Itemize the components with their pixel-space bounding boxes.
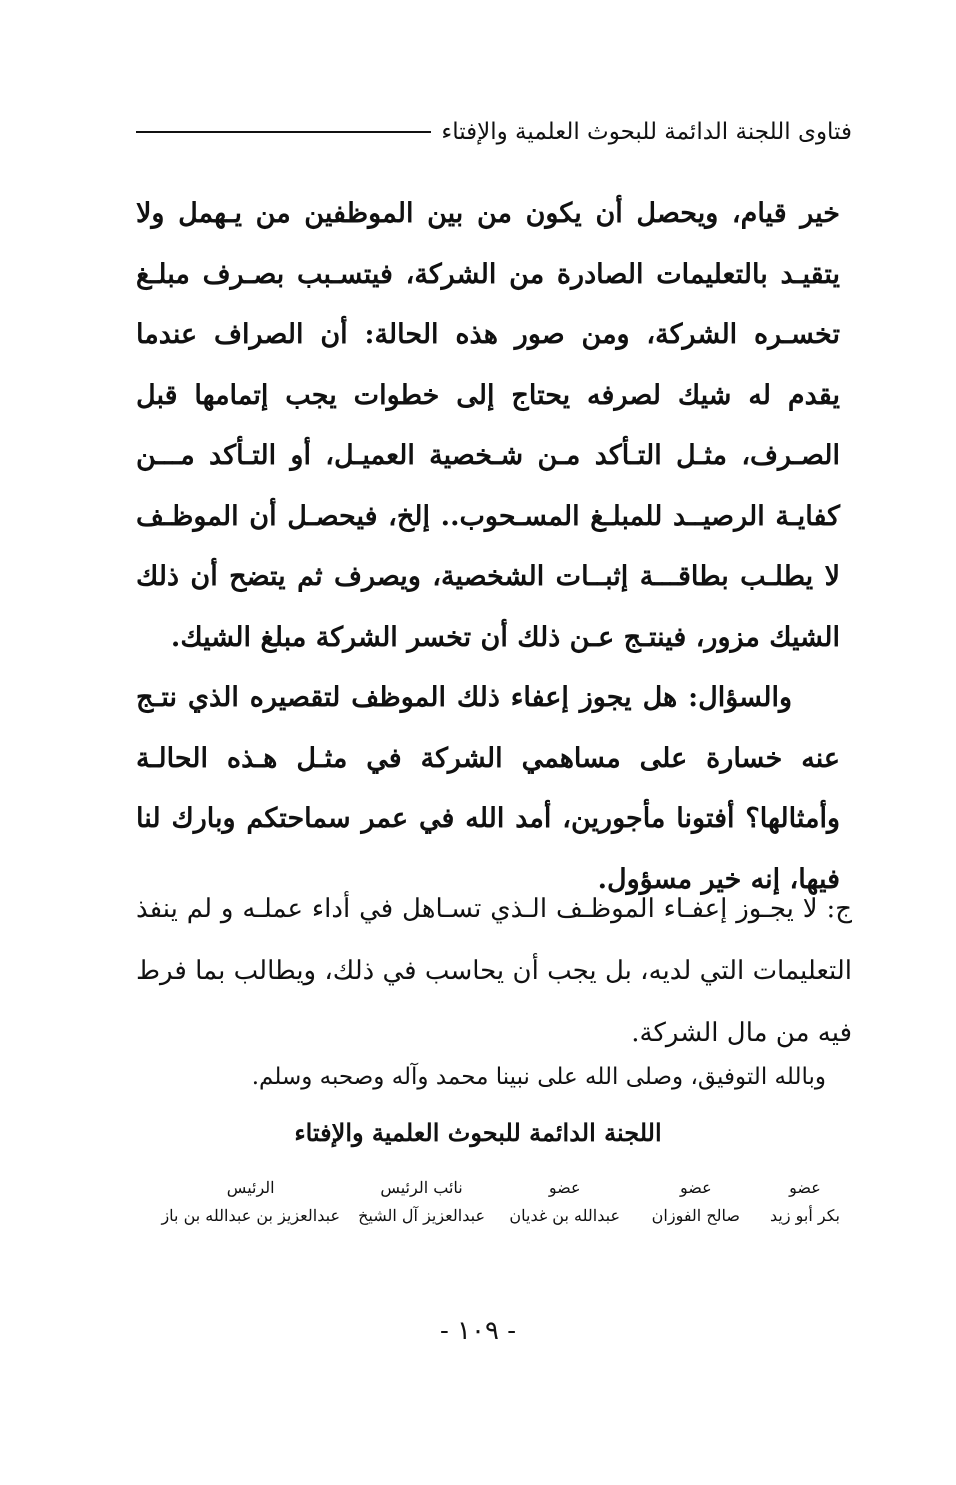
signature-role: نائب الرئيس	[380, 1178, 463, 1197]
running-header	[136, 112, 852, 152]
header-title: فتاوى اللجنة الدائمة للبحوث العلمية والإفتاء	[441, 119, 852, 145]
signature-role: الرئيس	[226, 1178, 275, 1197]
answer-text	[136, 878, 852, 1064]
signature-member-1	[770, 1178, 840, 1225]
signature-deputy-chairman	[358, 1178, 485, 1225]
closing-line: وبالله التوفيق، وصلى الله على نبينا محمد وآله وصحبه وسلم.	[251, 1064, 826, 1090]
committee-title: اللجنة الدائمة للبحوث العلمية والإفتاء	[294, 1118, 662, 1147]
page-number: - ١٠٩ -	[439, 1316, 517, 1346]
header-rule	[136, 131, 431, 133]
signature-member-3	[509, 1178, 620, 1225]
signature-chairman	[161, 1178, 340, 1225]
signature-block	[150, 1178, 850, 1248]
question-text	[136, 184, 840, 910]
signature-name: بكر أبو زيد	[769, 1206, 840, 1225]
signature-name: عبدالله بن غديان	[509, 1206, 620, 1225]
signature-role: عضو	[789, 1178, 821, 1197]
signature-member-2	[652, 1178, 740, 1225]
signature-role: عضو	[679, 1178, 712, 1197]
signature-name: عبدالعزيز بن عبدالله بن باز	[161, 1206, 340, 1225]
question-paragraph-1: خير قيام، ويحصل أن يكون من بين الموظفين من يـهمل ولا يتقيـد بالتعليمات الصادرة من الشركة، فيتسـبب بصـرف مبلـغ تخسـره الشركة، ومن صور هذه الحالة: أن الصراف عندما يقدم له شيك لصرفه يحتاج إلى خطوات يجب إتمامها قبل الصـرف، مثـل التـأكد مـن شـخصية العميـل، أو التـأكد مـــن كفايـة الرصيــد للمبلـغ المسـحوب.. إلخ، فيحصـل أن الموظـف لا يطلـب بطاقـــة إثبــات الشخصية، ويصرف ثم يتضح أن ذلك الشيك مزور، فينتـج عـن ذلك أن تخسر الشركة مبلغ الشيك.	[136, 198, 840, 653]
answer-paragraph: ج: لا يجـوز إعفـاء الموظـف الـذي تسـاهل في أداء عملـه و لم ينفذ التعليمات التي لديه، بل يجب أن يحاسب في ذلك، ويطالب بما فرط فيه من مال الشركة.	[136, 894, 852, 1048]
signature-name: عبدالعزيز آل الشيخ	[358, 1206, 485, 1225]
question-paragraph-2: والسؤال: هل يجوز إعفاء ذلك الموظف لتقصيره الذي نتـج عنه خسارة على مساهمي الشركة في مثـل هـذه الحالـة وأمثالها؟ أفتونا مأجورين، أمد الله في عمر سماحتكم وبارك لنا فيها، إنه خير مسؤول.	[136, 682, 840, 895]
signature-name: صالح الفوزان	[651, 1206, 740, 1225]
signature-role: عضو	[548, 1178, 581, 1197]
